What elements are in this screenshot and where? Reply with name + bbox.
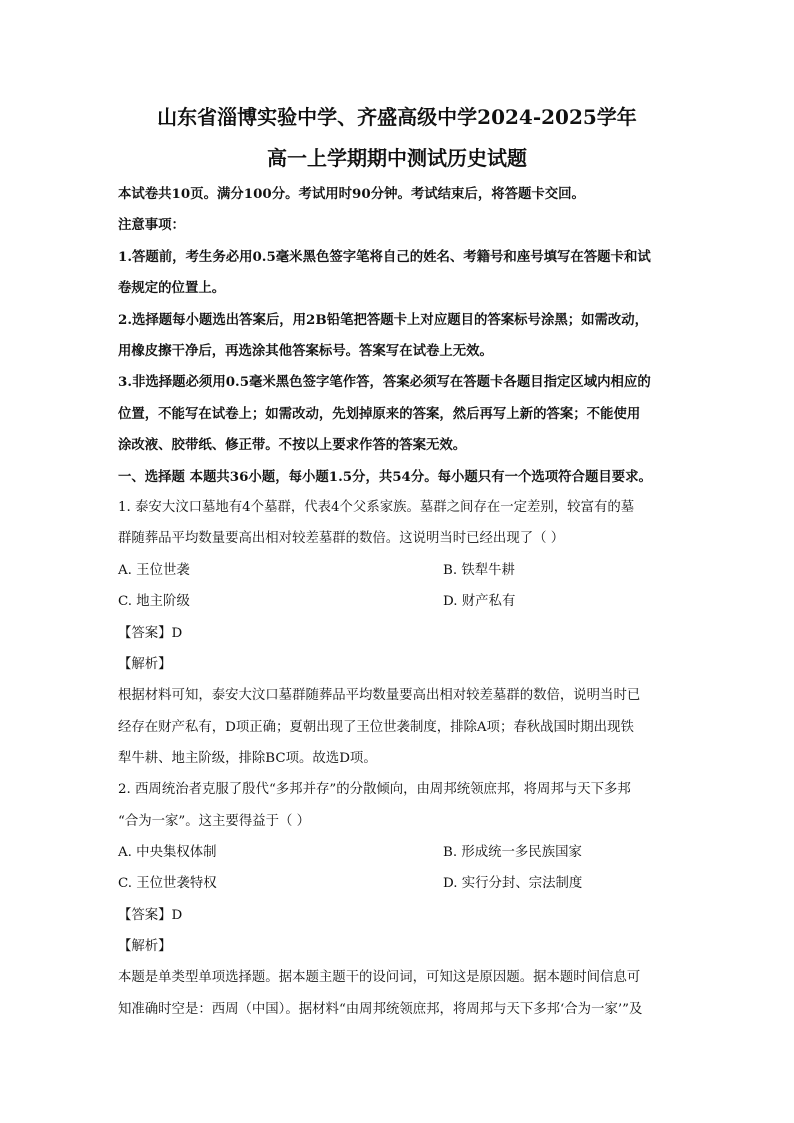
question-2-option-a: A. 中央集权体制: [118, 845, 217, 860]
notice-item-1-line-1: 1.答题前，考生务必用0.5毫米黑色签字笔将自己的姓名、考籍号和座号填写在答题卡和试: [118, 249, 651, 265]
notice-item-3-line-2: 位置，不能写在试卷上；如需改动，先划掉原来的答案，然后再写上新的答案；不能使用: [118, 406, 641, 422]
section-heading: 一、选择题 本题共36小题，每小题1.5分，共54分。每小题只有一个选项符合题目要求。: [118, 469, 652, 485]
exam-title-line-2: 高一上学期期中测试历史试题: [267, 146, 527, 170]
question-1-analysis-line-1: 根据材料可知，泰安大汶口墓群随葬品平均数量要高出相对较差墓群的数倍，说明当时已: [118, 688, 641, 703]
question-2-stem-line-2: “合为一家”。这主要得益于（ ）: [118, 814, 311, 829]
question-2-answer: 【答案】D: [118, 908, 183, 923]
question-1-option-a: A. 王位世袭: [118, 563, 190, 578]
question-1-option-c: C. 地主阶级: [118, 594, 190, 609]
notice-item-2-line-1: 2.选择题每小题选出答案后，用2B铅笔把答题卡上对应题目的答案标号涂黑；如需改动，: [118, 312, 649, 328]
notice-item-1-line-2: 卷规定的位置上。: [118, 280, 226, 296]
question-1-analysis-line-2: 经存在财产私有，D项正确；夏朝出现了王位世袭制度，排除A项；春秋战国时期出现铁: [118, 720, 634, 735]
notice-item-2-line-2: 用橡皮擦干净后，再选涂其他答案标号。答案写在试卷上无效。: [118, 343, 493, 359]
question-1-option-b: B. 铁犁牛耕: [443, 563, 515, 578]
question-2-analysis-line-2: 知准确时空是：西周（中国）。据材料“由周邦统领庶邦，将周邦与天下多邦‘合为一家’”及: [118, 1002, 643, 1017]
question-1-stem-line-2: 群随葬品平均数量要高出相对较差墓群的数倍。这说明当时已经出现了（ ）: [118, 531, 565, 546]
question-2-analysis-label: 【解析】: [118, 939, 172, 954]
notice-item-3-line-3: 涂改液、胶带纸、修正带。不按以上要求作答的答案无效。: [118, 437, 467, 453]
question-1-option-d: D. 财产私有: [443, 594, 516, 609]
question-1-analysis-label: 【解析】: [118, 657, 172, 672]
question-2-analysis-line-1: 本题是单类型单项选择题。据本题主题干的设问词，可知这是原因题。据本题时间信息可: [118, 970, 641, 985]
question-2-option-b: B. 形成统一多民族国家: [443, 845, 582, 860]
question-2-option-d: D. 实行分封、宗法制度: [443, 876, 583, 891]
notice-heading: 注意事项：: [118, 217, 185, 233]
notice-item-3-line-1: 3.非选择题必须用0.5毫米黑色签字笔作答，答案必须写在答题卡各题目指定区域内相应的: [118, 374, 651, 390]
exam-title-line-1: 山东省淄博实验中学、齐盛高级中学2024-2025学年: [157, 105, 637, 129]
question-2-stem-line-1: 2. 西周统治者克服了殷代“多邦并存”的分散倾向，由周邦统领庶邦，将周邦与天下多邦: [118, 782, 631, 797]
question-2-option-c: C. 王位世袭特权: [118, 876, 217, 891]
question-1-answer: 【答案】D: [118, 626, 183, 641]
question-1-stem-line-1: 1. 泰安大汶口墓地有4个墓群，代表4个父系家族。墓群之间存在一定差别，较富有的墓: [118, 500, 635, 515]
question-1-analysis-line-3: 犁牛耕、地主阶级，排除BC项。故选D项。: [118, 751, 377, 766]
exam-intro: 本试卷共10页。满分100分。考试用时90分钟。考试结束后，将答题卡交回。: [118, 186, 585, 202]
